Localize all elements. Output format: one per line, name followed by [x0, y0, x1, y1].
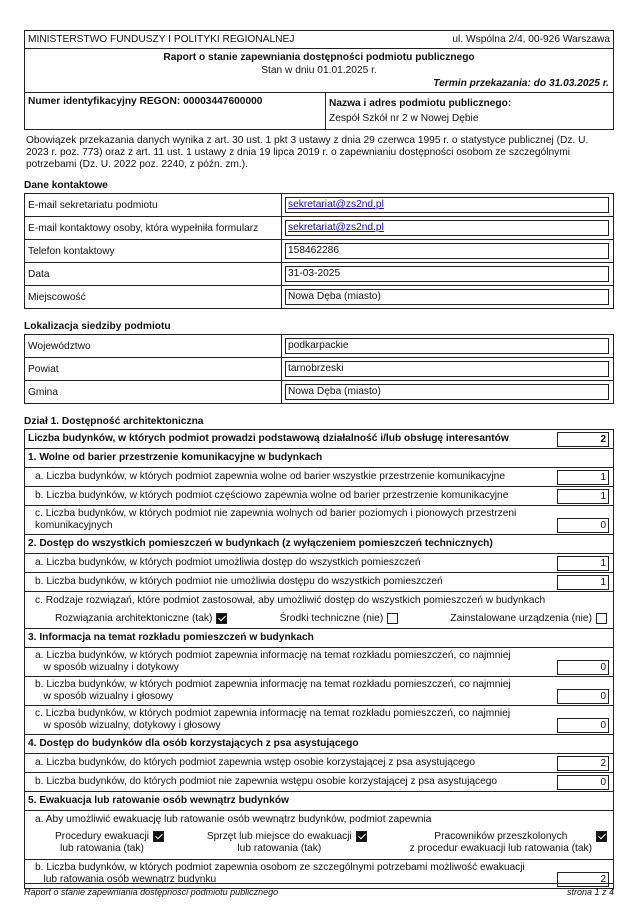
table-row — [25, 286, 614, 309]
contact-table — [24, 193, 614, 309]
contact-label: E-mail kontaktowy osoby, która wypełniła formularz — [25, 217, 282, 240]
table-row — [25, 194, 614, 217]
report-header — [24, 30, 614, 130]
report-state-date: Stan w dniu 01.01.2025 r. — [261, 65, 377, 76]
devices-checkbox[interactable] — [596, 613, 607, 624]
q1a-row — [24, 468, 614, 487]
q2a-row — [24, 554, 614, 573]
secretariat-email-link[interactable]: sekretariat@zs2nd.pl — [288, 199, 384, 210]
contact-label: Miejscowość — [25, 286, 282, 309]
q3-title: 3. Informacja na temat rozkładu pomieszczeń w budynkach — [28, 632, 314, 643]
q3-header — [24, 629, 614, 648]
footer-title: Raport o stanie zapewniania dostępności podmiotu publicznego — [24, 887, 279, 897]
q2c-label: c. Rodzaje rozwiązań, które podmiot zastosował, aby umożliwić dostęp do wszystkich pomieszczeń w budynkach — [35, 595, 546, 606]
page-footer — [24, 883, 614, 897]
secretariat-email-field[interactable] — [285, 197, 609, 213]
county-field[interactable]: tarnobrzeski — [285, 361, 609, 377]
q1-header — [24, 449, 614, 468]
location-label: Gmina — [25, 381, 282, 404]
q1b-label: b. Liczba budynków, w których podmiot częściowo zapewnia wolne od barier przestrzenie komunikacyjne — [35, 490, 509, 501]
table-row — [25, 381, 614, 404]
page-number: strona 1 z 4 — [566, 887, 614, 897]
ministry-bar — [25, 31, 613, 49]
contact-label: E-mail sekretariatu podmiotu — [25, 194, 282, 217]
q5a-options — [25, 829, 613, 859]
procedures-checkbox[interactable] — [153, 831, 164, 842]
municipality-field[interactable]: Nowa Dęba (miasto) — [285, 384, 609, 400]
table-row — [25, 335, 614, 358]
option-architectural: Rozwiązania architektoniczne (tak) — [55, 612, 227, 625]
location-label: Powiat — [25, 358, 282, 381]
buildings-count-field[interactable]: 2 — [557, 432, 609, 447]
q5a-row — [24, 811, 614, 860]
contact-section-title: Dane kontaktowe — [24, 180, 108, 191]
q2b-field[interactable]: 1 — [557, 575, 609, 590]
q5-header — [24, 792, 614, 811]
q4a-field[interactable]: 2 — [557, 756, 609, 771]
q2-header — [24, 535, 614, 554]
contact-email-field[interactable] — [285, 220, 609, 236]
location-table — [24, 334, 614, 404]
q3b-field[interactable]: 0 — [557, 689, 609, 704]
entity-name: Zespół Szkół nr 2 w Nowej Dębie — [329, 113, 479, 124]
q4b-field[interactable]: 0 — [557, 775, 609, 790]
q1a-field[interactable]: 1 — [557, 470, 609, 485]
q1a-label: a. Liczba budynków, w których podmiot zapewnia wolne od barier wszystkie przestrzenie komunikacyjne — [35, 471, 505, 482]
table-row — [25, 358, 614, 381]
q2a-label: a. Liczba budynków, w których podmiot umożliwia dostęp do wszystkich pomieszczeń — [35, 557, 421, 568]
table-row — [25, 263, 614, 286]
q4b-row — [24, 773, 614, 792]
q5b-label: b. Liczba budynków, w których podmiot zapewnia osobom ze szczególnymi potrzebami możliwość ewakuacji lub ratowania osób wewnątrz budynku — [35, 862, 525, 885]
q1c-row — [24, 506, 614, 535]
report-title-block — [25, 49, 613, 77]
legal-note: Obowiązek przekazania danych wynika z art. 30 ust. 1 pkt 3 ustawy z dnia 29 czerwca 1995 r. o statystyce publicznej (Dz. U. 2023 r. poz. 773) oraz z art. 11 ust. 1 ustawy z dnia 19 lipca 2019 r. o zapewnianiu dostępności osobom ze szczególnymi potrzebami (Dz. U. 2022 poz. 2240, z późn. zm.). — [26, 135, 589, 170]
q2c-options — [25, 610, 613, 628]
voivodeship-field[interactable]: podkarpackie — [285, 338, 609, 354]
date-field[interactable]: 31-03-2025 — [285, 266, 609, 282]
q3b-row — [24, 677, 614, 706]
ministry-name: MINISTERSTWO FUNDUSZY I POLITYKI REGIONALNEJ — [28, 34, 295, 45]
section1-table — [24, 429, 614, 889]
report-title: Raport o stanie zapewniania dostępności podmiotu publicznego — [163, 52, 475, 63]
q3b-label: b. Liczba budynków, w których podmiot zapewnia informację na temat rozkładu pomieszczeń, co najmniej w sposób wizualny i głosowy — [35, 679, 511, 702]
buildings-row — [24, 430, 614, 449]
q1b-field[interactable]: 1 — [557, 489, 609, 504]
q2c-row — [24, 592, 614, 629]
table-row — [25, 240, 614, 263]
option-evacuation-procedures: Procedury ewakuacji lub ratowania (tak) — [55, 831, 164, 855]
q5b-field[interactable]: 2 — [557, 872, 609, 887]
q4a-row — [24, 754, 614, 773]
location-label: Województwo — [25, 335, 282, 358]
option-technical: Środki techniczne (nie) — [280, 612, 399, 625]
architectural-checkbox[interactable] — [216, 613, 227, 624]
phone-field[interactable]: 158462286 — [285, 243, 609, 259]
q1b-row — [24, 487, 614, 506]
option-trained-staff: Pracowników przeszkolonych z procedur ewakuacji lub ratowania (tak) — [410, 831, 607, 855]
q1c-label: c. Liczba budynków, w których podmiot nie zapewnia wolnych od barier poziomych i pionowych przestrzeni komunikacyjnych — [35, 508, 517, 531]
q2b-row — [24, 573, 614, 592]
equipment-checkbox[interactable] — [356, 831, 367, 842]
q2a-field[interactable]: 1 — [557, 556, 609, 571]
trained-staff-checkbox[interactable] — [596, 831, 607, 842]
buildings-label: Liczba budynków, w których podmiot prowadzi podstawową działalność i/lub obsługę interesantów — [28, 433, 509, 444]
regon-number: Numer identyfikacyjny REGON: 00003447600000 — [25, 93, 326, 129]
report-page — [24, 30, 614, 889]
contact-label: Telefon kontaktowy — [25, 240, 282, 263]
q4-header — [24, 735, 614, 754]
q1c-field[interactable]: 0 — [557, 518, 609, 533]
q3c-field[interactable]: 0 — [557, 718, 609, 733]
q3c-label: c. Liczba budynków, w których podmiot zapewnia informację na temat rozkładu pomieszczeń, co najmniej w sposób wizualny, dotykowy i głosowy — [35, 708, 511, 731]
q3a-row — [24, 648, 614, 677]
entity-block — [326, 93, 613, 129]
q4b-label: b. Liczba budynków, do których podmiot nie zapewnia wstępu osobie korzystającej z psa asystującego — [35, 776, 498, 787]
q3a-label: a. Liczba budynków, w których podmiot zapewnia informację na temat rozkładu pomieszczeń, co najmniej w sposób wizualny i dotykowy — [35, 650, 511, 673]
entity-label: Nazwa i adres podmiotu publicznego: — [329, 98, 512, 109]
q3c-row — [24, 706, 614, 735]
identification-row — [25, 92, 613, 129]
option-evacuation-equipment: Sprzęt lub miejsce do ewakuacji lub ratowania (tak) — [207, 831, 367, 855]
deadline: Termin przekazania: do 31.03.2025 r. — [433, 78, 609, 89]
q2-title: 2. Dostęp do wszystkich pomieszczeń w budynkach (z wyłączeniem pomieszczeń technicznych) — [28, 538, 493, 549]
location-section-title: Lokalizacja siedziby podmiotu — [24, 321, 171, 332]
option-devices: Zainstalowane urządzenia (nie) — [450, 612, 607, 625]
q1-title: 1. Wolne od barier przestrzenie komunikacyjne w budynkach — [28, 452, 323, 463]
table-row — [25, 217, 614, 240]
contact-email-link[interactable]: sekretariat@zs2nd.pl — [288, 222, 384, 233]
town-field[interactable]: Nowa Dęba (miasto) — [285, 289, 609, 305]
q2b-label: b. Liczba budynków, w których podmiot nie umożliwia dostępu do wszystkich pomieszczeń — [35, 576, 443, 587]
q4a-label: a. Liczba budynków, do których podmiot zapewnia wstęp osobie korzystającej z psa asystującego — [35, 757, 476, 768]
q5a-label: a. Aby umożliwić ewakuację lub ratowanie osób wewnątrz budynków, podmiot zapewnia — [35, 814, 432, 825]
ministry-address: ul. Wspólna 2/4, 00-926 Warszawa — [452, 34, 610, 45]
technical-checkbox[interactable] — [387, 613, 398, 624]
q5-title: 5. Ewakuacja lub ratowanie osób wewnątrz budynków — [28, 795, 289, 806]
section1-title: Dział 1. Dostępność architektoniczna — [24, 416, 204, 427]
q3a-field[interactable]: 0 — [557, 660, 609, 675]
q4-title: 4. Dostęp do budynków dla osób korzystających z psa asystującego — [28, 738, 359, 749]
contact-label: Data — [25, 263, 282, 286]
